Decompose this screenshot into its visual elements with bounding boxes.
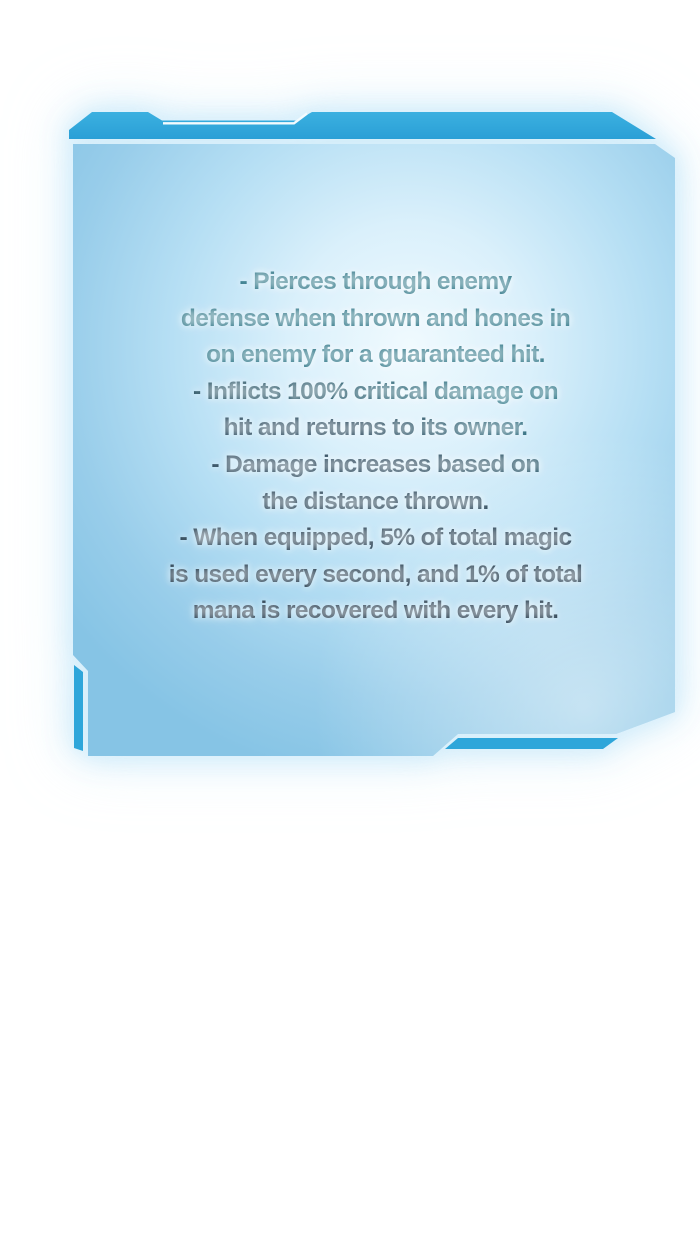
description-line-5: hit and returns to its owner. [75, 410, 676, 447]
description-line-4: - Inflicts 100% critical damage on [75, 374, 676, 411]
description-line-3: on enemy for a guaranteed hit. [75, 337, 676, 374]
item-description [75, 264, 676, 630]
description-line-7: the distance thrown. [75, 484, 676, 521]
description-line-2: defense when thrown and hones in [75, 301, 676, 338]
description-line-8: - When equipped, 5% of total magic [75, 520, 676, 557]
left-accent-strip [74, 665, 83, 751]
bottom-accent-strip [445, 738, 618, 749]
description-line-6: - Damage increases based on [75, 447, 676, 484]
description-line-9: is used every second, and 1% of total [75, 557, 676, 594]
description-line-1: - Pierces through enemy [75, 264, 676, 301]
description-line-10: mana is recovered with every hit. [75, 593, 676, 630]
panel-top-bar [69, 112, 656, 139]
